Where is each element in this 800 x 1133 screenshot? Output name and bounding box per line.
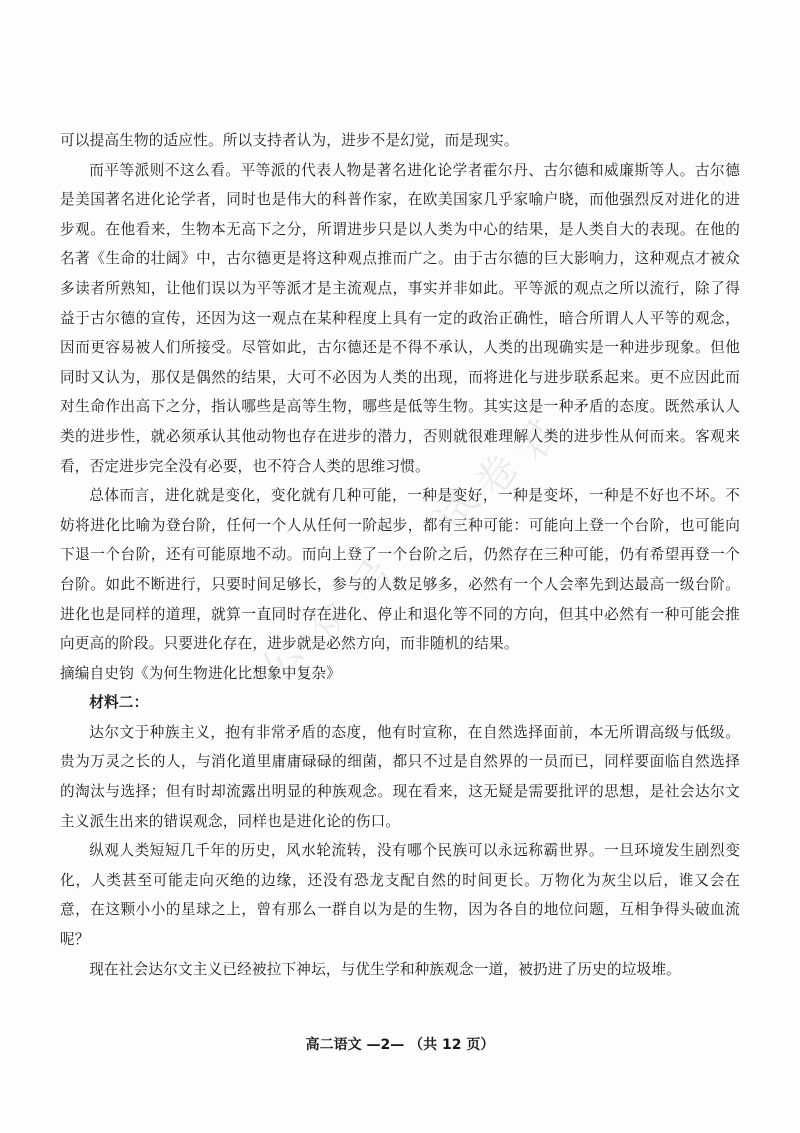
source-attribution: 摘编自史钧《为何生物进化比想象中复杂》 [60, 664, 342, 682]
section-heading: 材料二： [89, 694, 149, 712]
watermark-char: 君 [507, 410, 569, 471]
paragraph: 而平等派则不这么看。平等派的代表人物是著名进化论学者霍尔丹、古尔德和威廉斯等人。古尔德是美国著名进化论学者，同时也是伟大的科普作家，在欧美国家几乎家喻户晓，而他强烈反对进化的进步观。在他看来，生物本无高下之分，所谓进步只是以人类为中心的结果，是人类自大的表现。在他的名著《生命的壮阔》中，古尔德更是将这种观点推而广之。由于古尔德的巨大影响力，这种观点才被众多读者所熟知，让他们误以为平等派才是主流观点，事实并非如此。平等派的观点之所以流行，除了得益于古尔德的宣传，还因为这一观点在某种程度上具有一定的政治正确性，暗合所谓人人平等的观念，因而更容易被人们所接受。尽管如此，古尔德还是不得不承认，人类的出现确实是一种进步现象。但他同时又认为，那仅是偶然的结果，大可不必因为人类的出现，而将进化与进步联系起来。更不应因此而对生命作出高下之分，指认哪些是高等生物，哪些是低等生物。其实这是一种矛盾的态度。既然承认人类的进步性，就必须承认其他动物也存在进步的潜力，否则就很难理解人类的进步性从何而来。客观来看，否定进步完全没有必要，也不符合人类的思维习惯。 [60, 161, 740, 475]
page-footer: 高二语文 —2— （共 12 页） [305, 1037, 495, 1053]
body-text [60, 126, 740, 984]
watermark-char: 众 [297, 590, 359, 651]
watermark-char: 公 [252, 630, 314, 691]
paragraph: 可以提高生物的适应性。所以支持者认为，进步不是幻觉，而是现实。 [60, 132, 519, 149]
watermark-char: 号 [342, 550, 404, 611]
watermark-char: 试 [427, 480, 489, 541]
paragraph: 现在社会达尔文主义已经被拉下神坛，与优生学和种族观念一道，被扔进了历史的垃圾堆。 [89, 960, 681, 978]
watermark-char: 卷 [467, 445, 529, 506]
paragraph: 纵观人类短短几千年的历史，风水轮流转，没有哪个民族可以永远称霸世界。一旦环境发生剧烈变化，人类甚至可能走向灭绝的边缘，还没有恐龙支配自然的时间更长。万物化为灰尘以后，谁又会在意，在这颗小小的星球之上，曾有那么一群自以为是的生物，因为各自的地位问题，互相争得头破血流呢？ [60, 842, 740, 949]
paragraph: 达尔文于种族主义，抱有非常矛盾的态度，他有时宣称，在自然选择面前，本无所谓高级与低级。贵为万灵之长的人，与消化道里庸庸碌碌的细菌，都只不过是自然界的一员而已，同样要面临自然选择的淘汰与选择；但有时却流露出明显的种族观念。现在看来，这无疑是需要批评的思想，是社会达尔文主义派生出来的错误观念，同样也是进化论的伤口。 [60, 723, 740, 830]
watermark-char: ： [382, 515, 444, 576]
paragraph: 总体而言，进化就是变化，变化就有几种可能，一种是变好，一种是变坏，一种是不好也不坏。不妨将进化比喻为登台阶，任何一个人从任何一阶起步，都有三种可能：可能向上登一个台阶，也可能向下退一个台阶，还有可能原地不动。而向上登了一个台阶之后，仍然存在三种可能，仍有希望再登一个台阶。如此不断进行，只要时间足够长，参与的人数足够多，必然有一个人会率先到达最高一级台阶。进化也是同样的道理，就算一直同时存在进化、停止和退化等不同的方向，但其中必然有一种可能会推向更高的阶段。只要进化存在，进步就是必然方向，而非随机的结果。 [60, 487, 740, 653]
